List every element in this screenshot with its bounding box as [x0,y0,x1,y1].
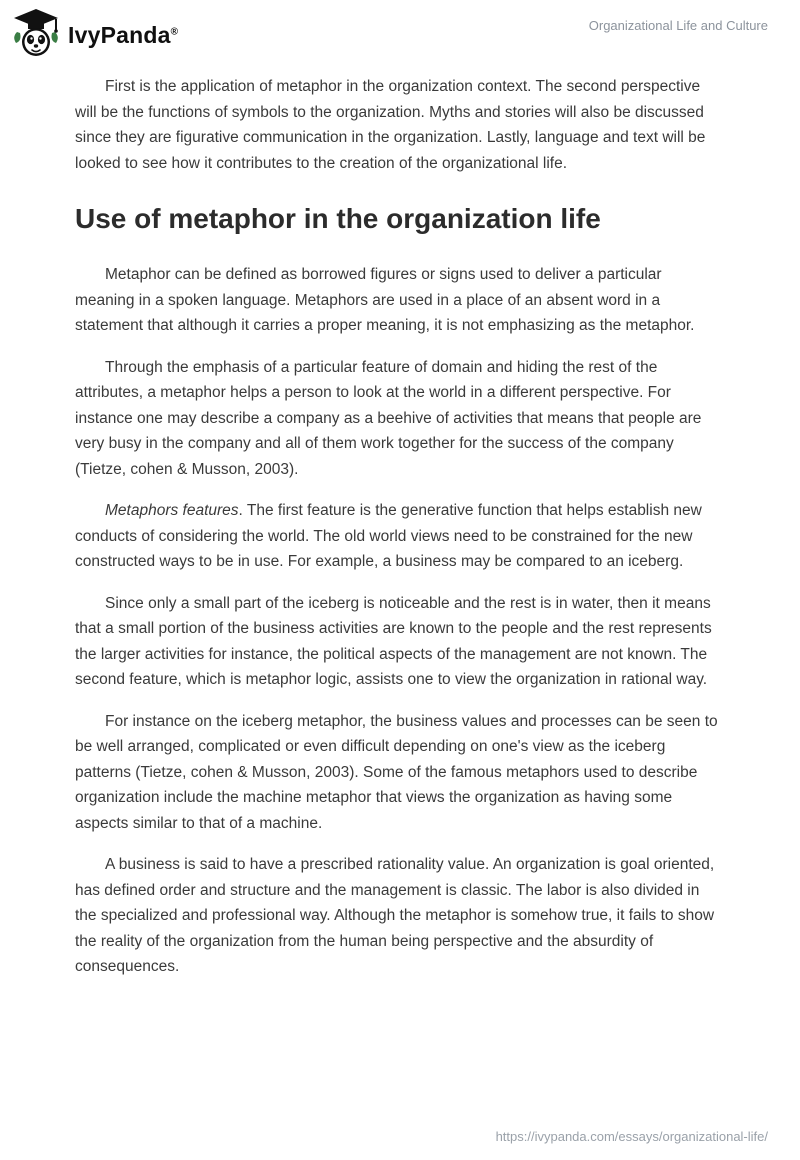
paragraph: Since only a small part of the iceberg is noticeable and the rest is in water, then it means that a small portion of the business activities are known to the people and the rest represents the larger activities for instance, the political aspects of the management are not known. The second feature, which is metaphor logic, assists one to view the organization in rational way. [75,594,712,688]
document-title: Organizational Life and Culture [588,18,768,33]
leaf-left-icon [14,32,20,43]
registered-mark: ® [170,26,179,38]
leaf-right-icon [52,32,58,43]
brand-name: IvyPanda® [68,22,179,48]
paragraph-text: . The first feature is the generative function that helps establish new conducts of considering the world. The old world views need to be constrained for the new constructed ways to be in use. For example, a business may be compared to an iceberg. [75,502,702,570]
page-footer [496,1128,768,1146]
paragraph: A business is said to have a prescribed rationality value. An organization is goal oriented, has defined order and structure and the management is classic. The labor is also divided in the specialized and professional way. Although the metaphor is somehow true, it fails to show the reality of the organization from the human being perspective and the absurdity of consequences. [75,856,715,975]
source-url[interactable]: https://ivypanda.com/essays/organizational-life/ [495,1129,768,1144]
paragraph-intro: First is the application of metaphor in the organization context. The second perspective will be the functions of symbols to the organization. Myths and stories will also be discussed since they are figurative communication in the organization. Lastly, language and text will be looked to see how it contributes to the creation of the organizational life. [75,78,706,172]
essay-content [0,62,800,980]
paragraph: Through the emphasis of a particular feature of domain and hiding the rest of the attributes, a metaphor helps a person to look at the world in a different perspective. For instance one may describe a company as a beehive of activities that means that people are very busy in the company and all of them work together for the success of the company (Tietze, cohen & Musson, 2003). [75,358,702,478]
paragraph [75,498,724,575]
page-header [0,0,800,62]
paragraph-italic-lead: Metaphors features [105,502,239,519]
paragraph: Metaphor can be defined as borrowed figures or signs used to deliver a particular meaning in a spoken language. Metaphors are used in a place of an absent word in a statement that although it carries a proper meaning, it is not emphasizing as the metaphor. [75,266,695,334]
brand[interactable] [12,8,178,63]
ivypanda-logo-icon [12,8,60,63]
section-heading: Use of metaphor in the organization life [75,203,601,234]
paragraph: For instance on the iceberg metaphor, the business values and processes can be seen to be well arranged, complicated or even difficult depending on one's view as the iceberg patterns (Tietze, cohen & Musson, 2003). Some of the famous metaphors used to describe organization include the machine metaphor that views the organization as having some aspects similar to that of a machine. [75,712,718,832]
